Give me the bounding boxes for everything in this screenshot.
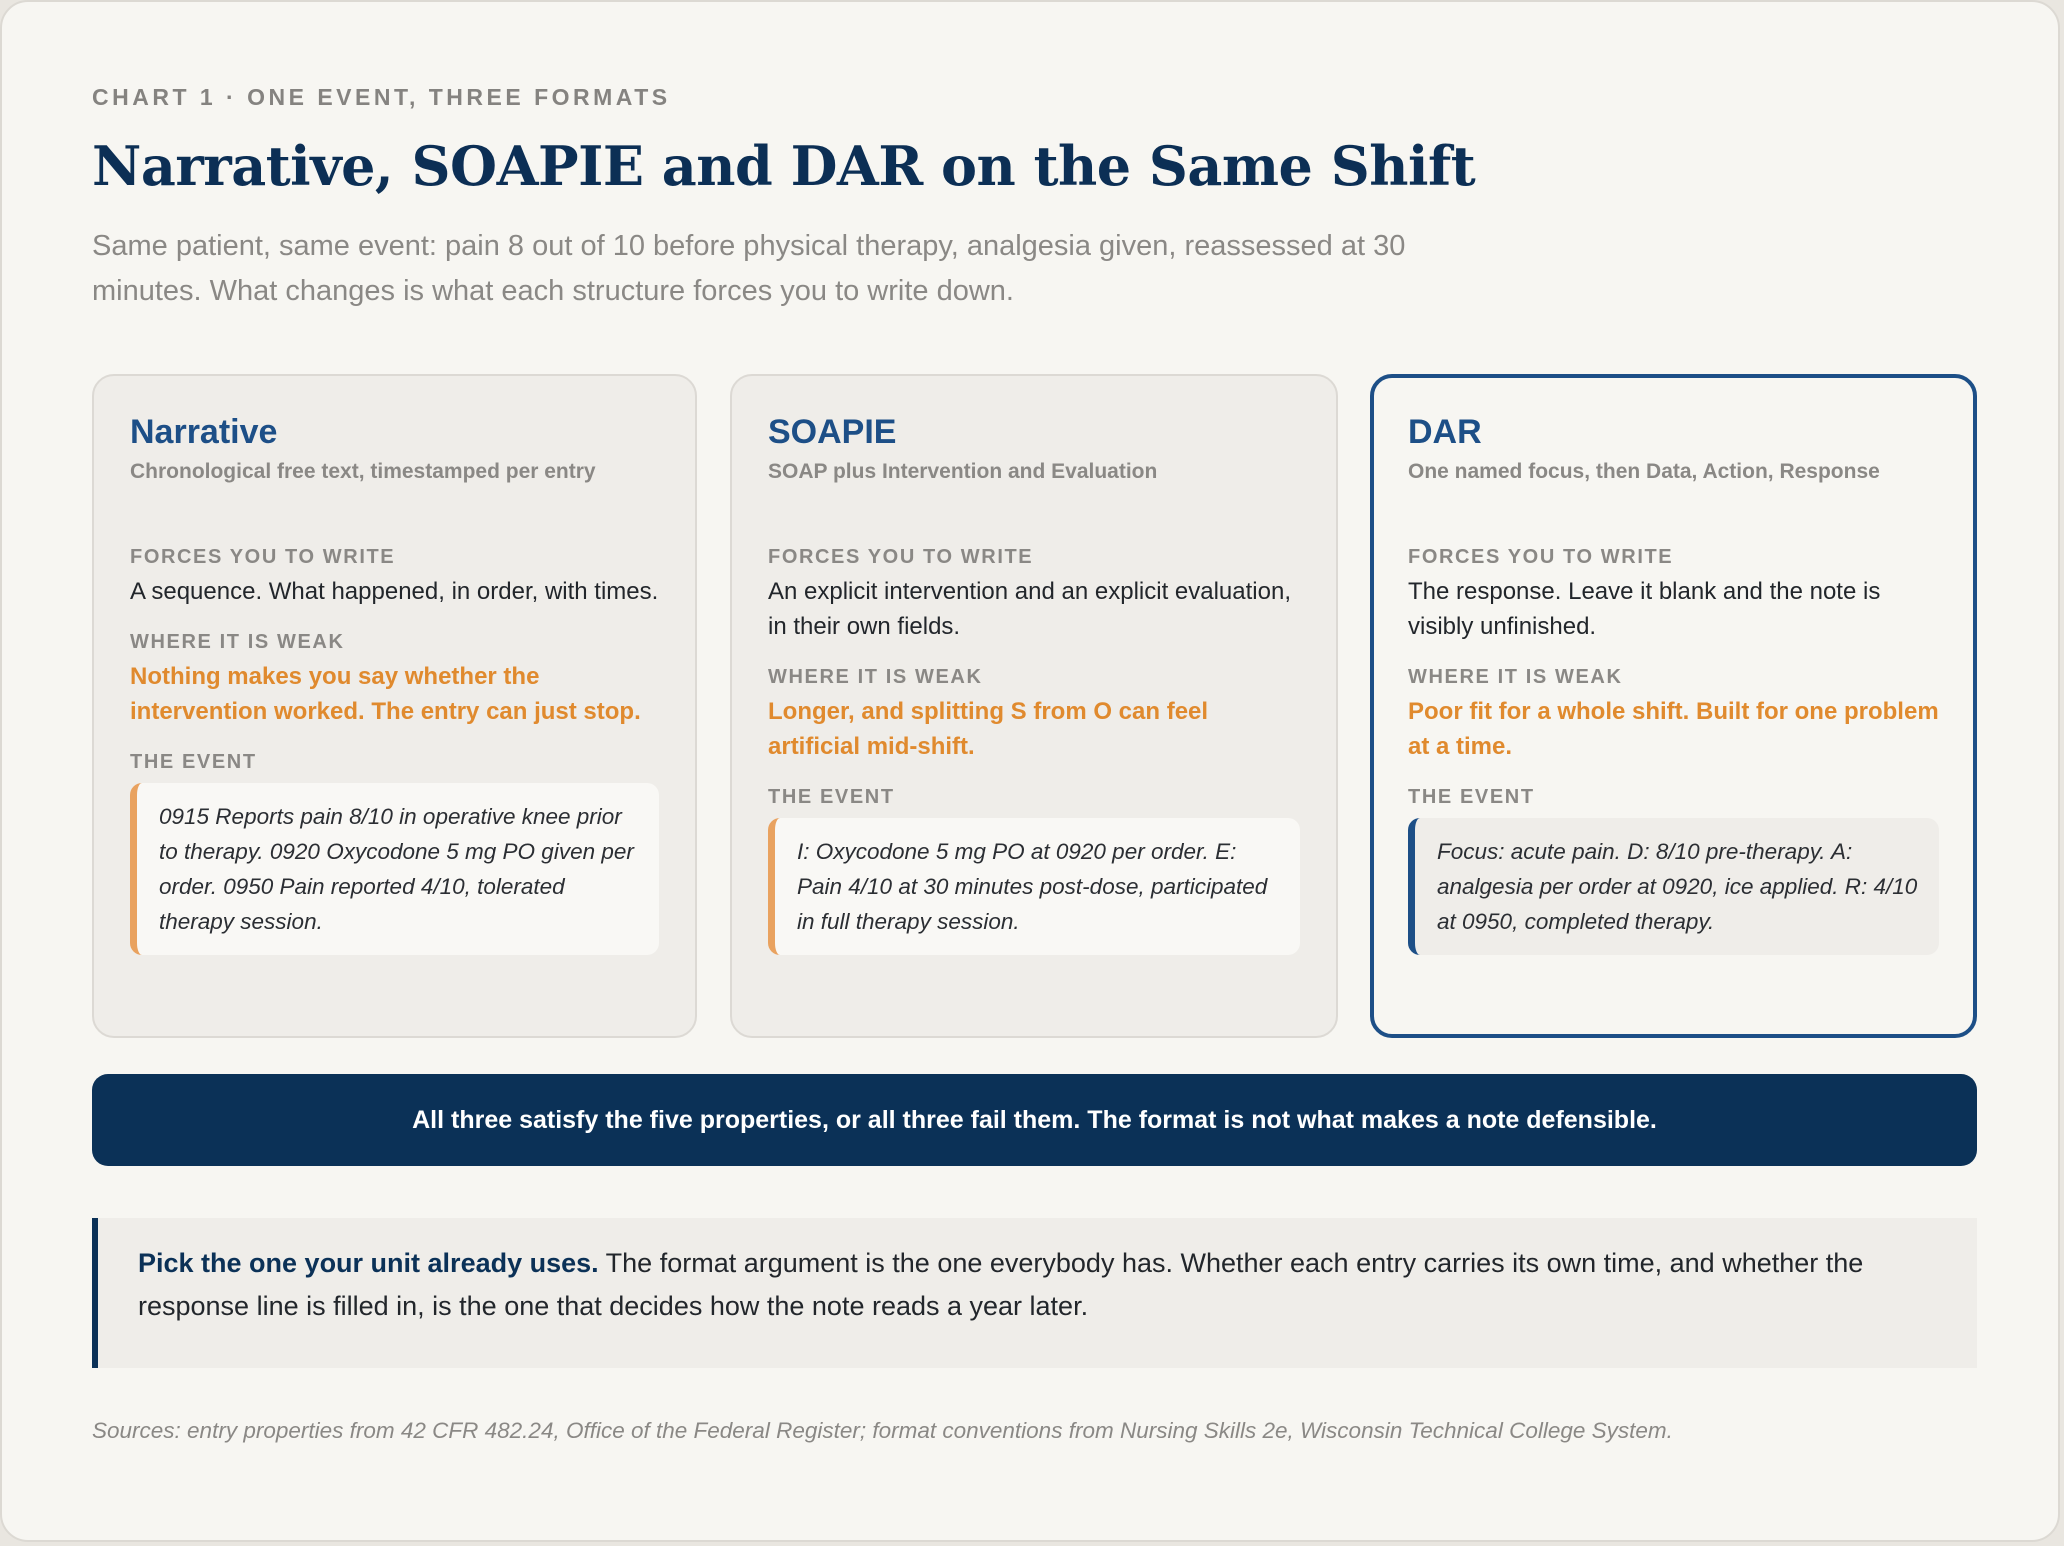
forces-text: A sequence. What happened, in order, with times. <box>130 578 659 605</box>
callout-lead: Pick the one your unit already uses. <box>138 1248 599 1278</box>
chart-eyebrow: CHART 1 · ONE EVENT, THREE FORMATS <box>92 84 671 110</box>
format-card-narrative <box>92 374 697 1038</box>
event-label: THE EVENT <box>130 751 257 773</box>
sources-footnote: Sources: entry properties from 42 CFR 482.24, Office of the Federal Register; format conventions from Nursing Skills 2e, Wisconsin Technical College System. <box>92 1418 1673 1443</box>
weak-text: Longer, and splitting S from O can feel artificial mid-shift. <box>768 698 1209 760</box>
summary-banner <box>92 1074 1977 1166</box>
weak-label: WHERE IT IS WEAK <box>1408 666 1623 688</box>
card-subtitle: Chronological free text, timestamped per entry <box>130 460 596 483</box>
card-subtitle: One named focus, then Data, Action, Response <box>1408 460 1880 483</box>
forces-label: FORCES YOU TO WRITE <box>768 546 1034 568</box>
card-title: SOAPIE <box>768 413 897 451</box>
card-title: Narrative <box>130 413 278 451</box>
format-card-dar <box>1370 374 1977 1038</box>
summary-banner-text: All three satisfy the five properties, or all three fail them. The format is not what makes a note defensible. <box>412 1105 1657 1134</box>
page-title: Narrative, SOAPIE and DAR on the Same Shift <box>92 134 1476 198</box>
recommendation-callout <box>92 1218 1977 1368</box>
card-title: DAR <box>1408 413 1482 451</box>
forces-text: The response. Leave it blank and the note is visibly unfinished. <box>1408 578 1881 640</box>
event-example: Focus: acute pain. D: 8/10 pre-therapy. A: analgesia per order at 0920, ice applied. R: 4/10 at 0950, completed therapy. <box>1408 818 1939 955</box>
page-subtitle: Same patient, same event: pain 8 out of 10 before physical therapy, analgesia given, reassessed at 30 minutes. What changes is what each structure forces you to write down. <box>92 230 1406 307</box>
event-example: I: Oxycodone 5 mg PO at 0920 per order. E: Pain 4/10 at 30 minutes post-dose, participated in full therapy session. <box>768 818 1300 955</box>
callout-body: The format argument is the one everybody has. Whether each entry carries its own time, and whether the response line is filled in, is the one that decides how the note reads a year later. <box>138 1248 1864 1321</box>
weak-text: Nothing makes you say whether the intervention worked. The entry can just stop. <box>130 663 641 725</box>
event-label: THE EVENT <box>1408 786 1535 808</box>
forces-text: An explicit intervention and an explicit evaluation, in their own fields. <box>768 578 1291 640</box>
forces-label: FORCES YOU TO WRITE <box>1408 546 1674 568</box>
forces-label: FORCES YOU TO WRITE <box>130 546 396 568</box>
format-card-soapie <box>730 374 1338 1038</box>
card-subtitle: SOAP plus Intervention and Evaluation <box>768 460 1158 483</box>
weak-label: WHERE IT IS WEAK <box>768 666 983 688</box>
event-label: THE EVENT <box>768 786 895 808</box>
event-example: 0915 Reports pain 8/10 in operative knee prior to therapy. 0920 Oxycodone 5 mg PO given per order. 0950 Pain reported 4/10, tolerated therapy session. <box>130 783 659 955</box>
weak-text: Poor fit for a whole shift. Built for one problem at a time. <box>1408 698 1939 760</box>
weak-label: WHERE IT IS WEAK <box>130 631 345 653</box>
